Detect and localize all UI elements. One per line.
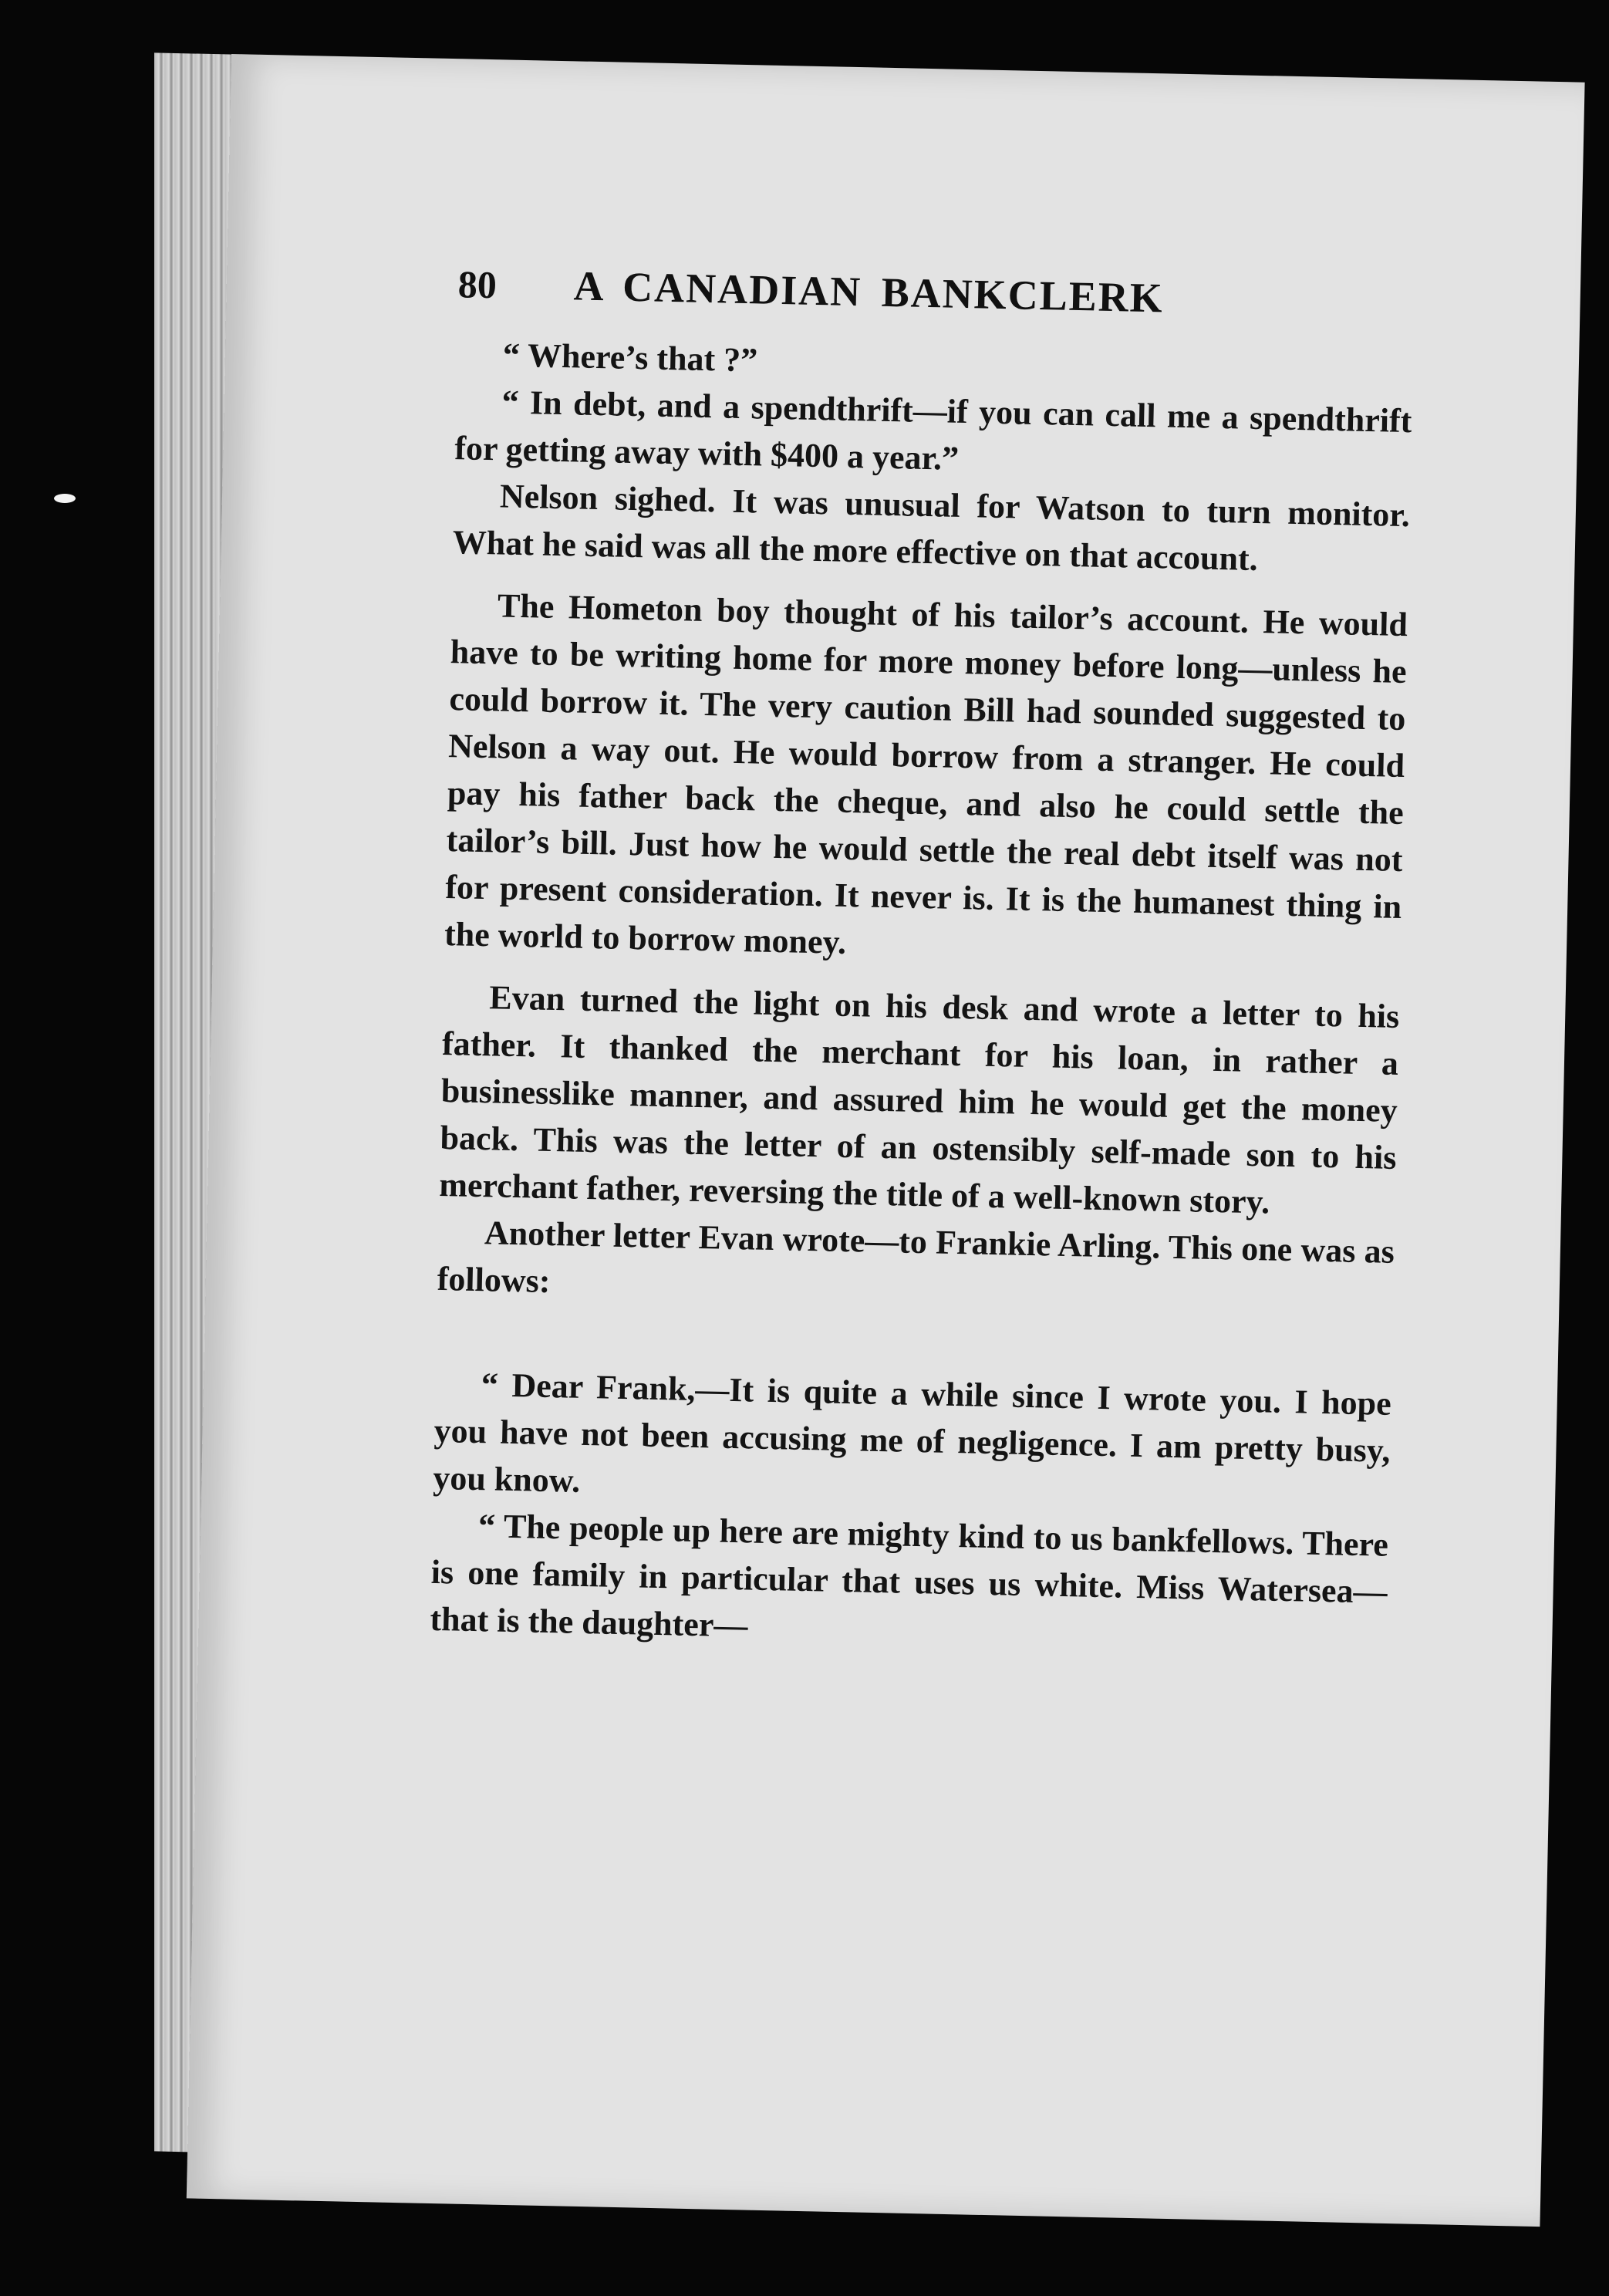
letter-paragraph: “ The people up here are mighty kind to us bankfellows. There is one family in particular that uses us white. Miss Watersea—that is the daughter—: [430, 1507, 1389, 1645]
letter-paragraph: “ Dear Frank,—It is quite a while since I wrote you. I hope you have not been accusing me of negligence. I am pretty busy, you know.: [432, 1366, 1392, 1500]
paragraph: Another letter Evan wrote—to Frankie Arling. This one was as follows:: [437, 1214, 1395, 1301]
page-number: 80: [457, 262, 498, 307]
book-title: A CANADIAN BANKCLERK: [573, 262, 1165, 322]
scan-speck: [54, 494, 76, 503]
paragraph: The Hometon boy thought of his tailor’s account. He would have to be writing home for more money before long—unless he could borrow it. The very caution Bill had sounded suggested to Nelson a way out. He would borrow from a stranger. He could pay his father back the cheque, and also he could settle the tailor’s bill. Just how he would settle the real debt itself was not for present consideration. It never is. It is the humanest thing in the world to borrow money.: [444, 586, 1408, 961]
body-text: [430, 330, 1413, 1663]
paragraph: “ In debt, and a spendthrift—if you can call me a spendthrift for getting away with $400 a year.”: [454, 383, 1412, 478]
running-head: [457, 259, 1415, 327]
paragraph: “ Where’s that ?”: [502, 336, 758, 380]
page-content: [430, 259, 1415, 1663]
page: [187, 54, 1585, 2227]
paragraph: Nelson sighed. It was unusual for Watson to turn monitor. What he said was all the more effective on that account.: [452, 477, 1411, 579]
paragraph: Evan turned the light on his desk and wrote a letter to his father. It thanked the merchant for his loan, in rather a businesslike manner, and assured him he would get the money back. This was the letter of an ostensibly self-made son to his merchant father, reversing the title of a well-known story.: [438, 978, 1400, 1221]
